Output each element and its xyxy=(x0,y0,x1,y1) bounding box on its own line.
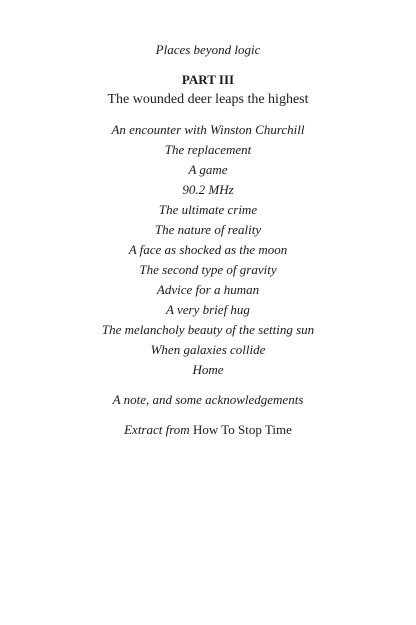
toc-item: The ultimate crime xyxy=(158,202,258,217)
toc-item: 90.2 MHz xyxy=(182,182,234,197)
toc-item: An encounter with Winston Churchill xyxy=(111,122,305,137)
toc-item: When galaxies collide xyxy=(150,342,266,357)
extract-title: How To Stop Time xyxy=(192,422,292,437)
toc-item: Advice for a human xyxy=(156,282,260,297)
toc-item-acknowledgements: A note, and some acknowledgements xyxy=(112,392,304,407)
toc-item-extract xyxy=(0,422,416,438)
toc-item-places-beyond-logic: Places beyond logic xyxy=(155,42,261,57)
toc-item: The melancholy beauty of the setting sun xyxy=(101,322,315,337)
toc-item: Home xyxy=(192,362,224,377)
toc-item: A very brief hug xyxy=(166,302,250,317)
toc-item: A face as shocked as the moon xyxy=(128,242,288,257)
toc-item: The second type of gravity xyxy=(139,262,277,277)
part-title: The wounded deer leaps the highest xyxy=(107,92,309,107)
toc-item: The nature of reality xyxy=(154,222,262,237)
toc-item: A game xyxy=(188,162,228,177)
toc-item: The replacement xyxy=(164,142,252,157)
extract-label: Extract from xyxy=(124,422,190,437)
part-heading: PART III xyxy=(181,72,235,87)
